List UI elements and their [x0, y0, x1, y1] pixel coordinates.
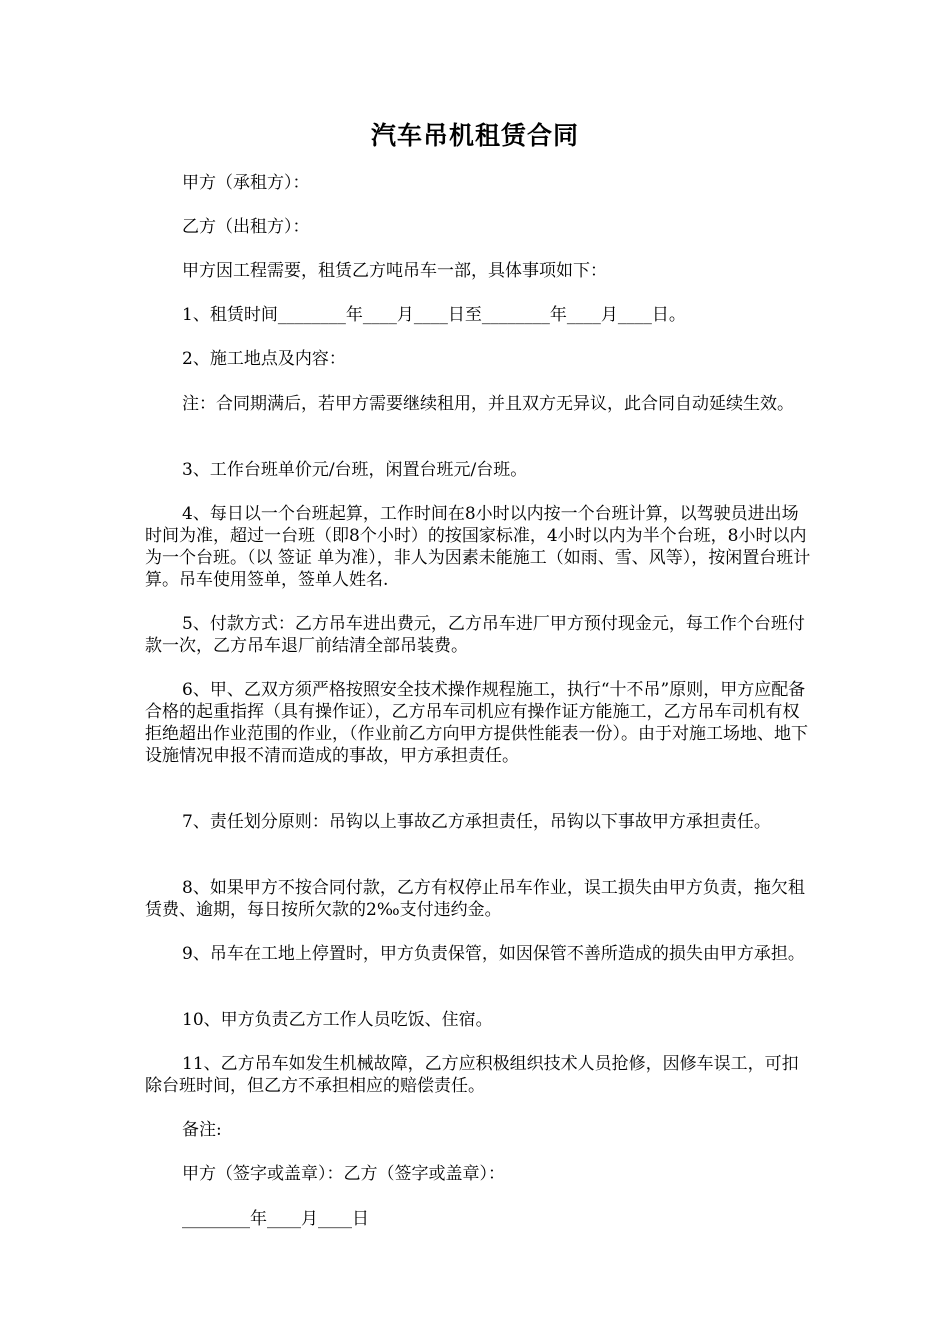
party-a-line: 甲方（承租方）：: [182, 173, 310, 193]
note-auto-renewal: 注：合同期满后，若甲方需要继续租用，并且双方无异议，此合同自动延续生效。: [182, 394, 794, 414]
clause-6-safety: 6、甲、乙双方须严格按照安全技术操作规程施工，执行“十不吊”原则，甲方应配备合格的起重指挥（具有操作证），乙方吊车司机应有操作证方能施工，乙方吊车司机有权拒绝超出作业范围的作业，（作业前乙方向甲方提供性能表一份）。由于对施工场地、地下设施情况申报不清而造成的事故，甲方承担责任。: [145, 680, 808, 766]
clause-7-liability: 7、责任划分原则：吊钩以上事故乙方承担责任，吊钩以下事故甲方承担责任。: [182, 812, 771, 832]
clause-5-payment: 5、付款方式：乙方吊车进出费元，乙方吊车进厂甲方预付现金元，每工作个台班付款一次，乙方吊车退厂前结清全部吊装费。: [145, 614, 805, 656]
clause-8-default: 8、如果甲方不按合同付款，乙方有权停止吊车作业，误工损失由甲方负责，拖欠租赁费、逾期，每日按所欠款的2‰支付违约金。: [145, 878, 805, 920]
date-line: ________年____月____日: [182, 1209, 369, 1229]
clause-3-unit-price: 3、工作台班单价元/台班，闲置台班元/台班。: [182, 460, 528, 480]
party-b-line: 乙方（出租方）：: [182, 217, 310, 237]
document-title: 汽车吊机租赁合同: [370, 121, 579, 150]
clause-1-rental-period: 1、租赁时间________年____月____日至________年____月____日。: [182, 305, 686, 325]
clause-9-custody: 9、吊车在工地上停置时，甲方负责保管，如因保管不善所造成的损失由甲方承担。: [182, 944, 805, 964]
remarks-label: 备注:: [182, 1120, 222, 1140]
clause-11-breakdown: 11、乙方吊车如发生机械故障，乙方应积极组织技术人员抢修，因修车误工，可扣除台班时间，但乙方不承担相应的赔偿责任。: [145, 1054, 799, 1096]
intro-paragraph: 甲方因工程需要，租赁乙方吨吊车一部，具体事项如下：: [182, 261, 607, 281]
signature-line: 甲方（签字或盖章）：乙方（签字或盖章）：: [182, 1164, 505, 1184]
clause-2-site-content: 2、施工地点及内容：: [182, 349, 346, 369]
clause-10-board: 10、甲方负责乙方工作人员吃饭、住宿。: [182, 1010, 493, 1030]
clause-4-shift-calculation: 4、每日以一个台班起算，工作时间在8小时以内按一个台班计算，以驾驶员进出场时间为准，超过一台班（即8个小时）的按国家标准，4小时以内为半个台班，8小时以内为一个台班。（以 签证 单为准），非人为因素未能施工（如雨、雪、风等），按闲置台班计算。吊车使用签单，签单人姓名.: [145, 504, 811, 590]
